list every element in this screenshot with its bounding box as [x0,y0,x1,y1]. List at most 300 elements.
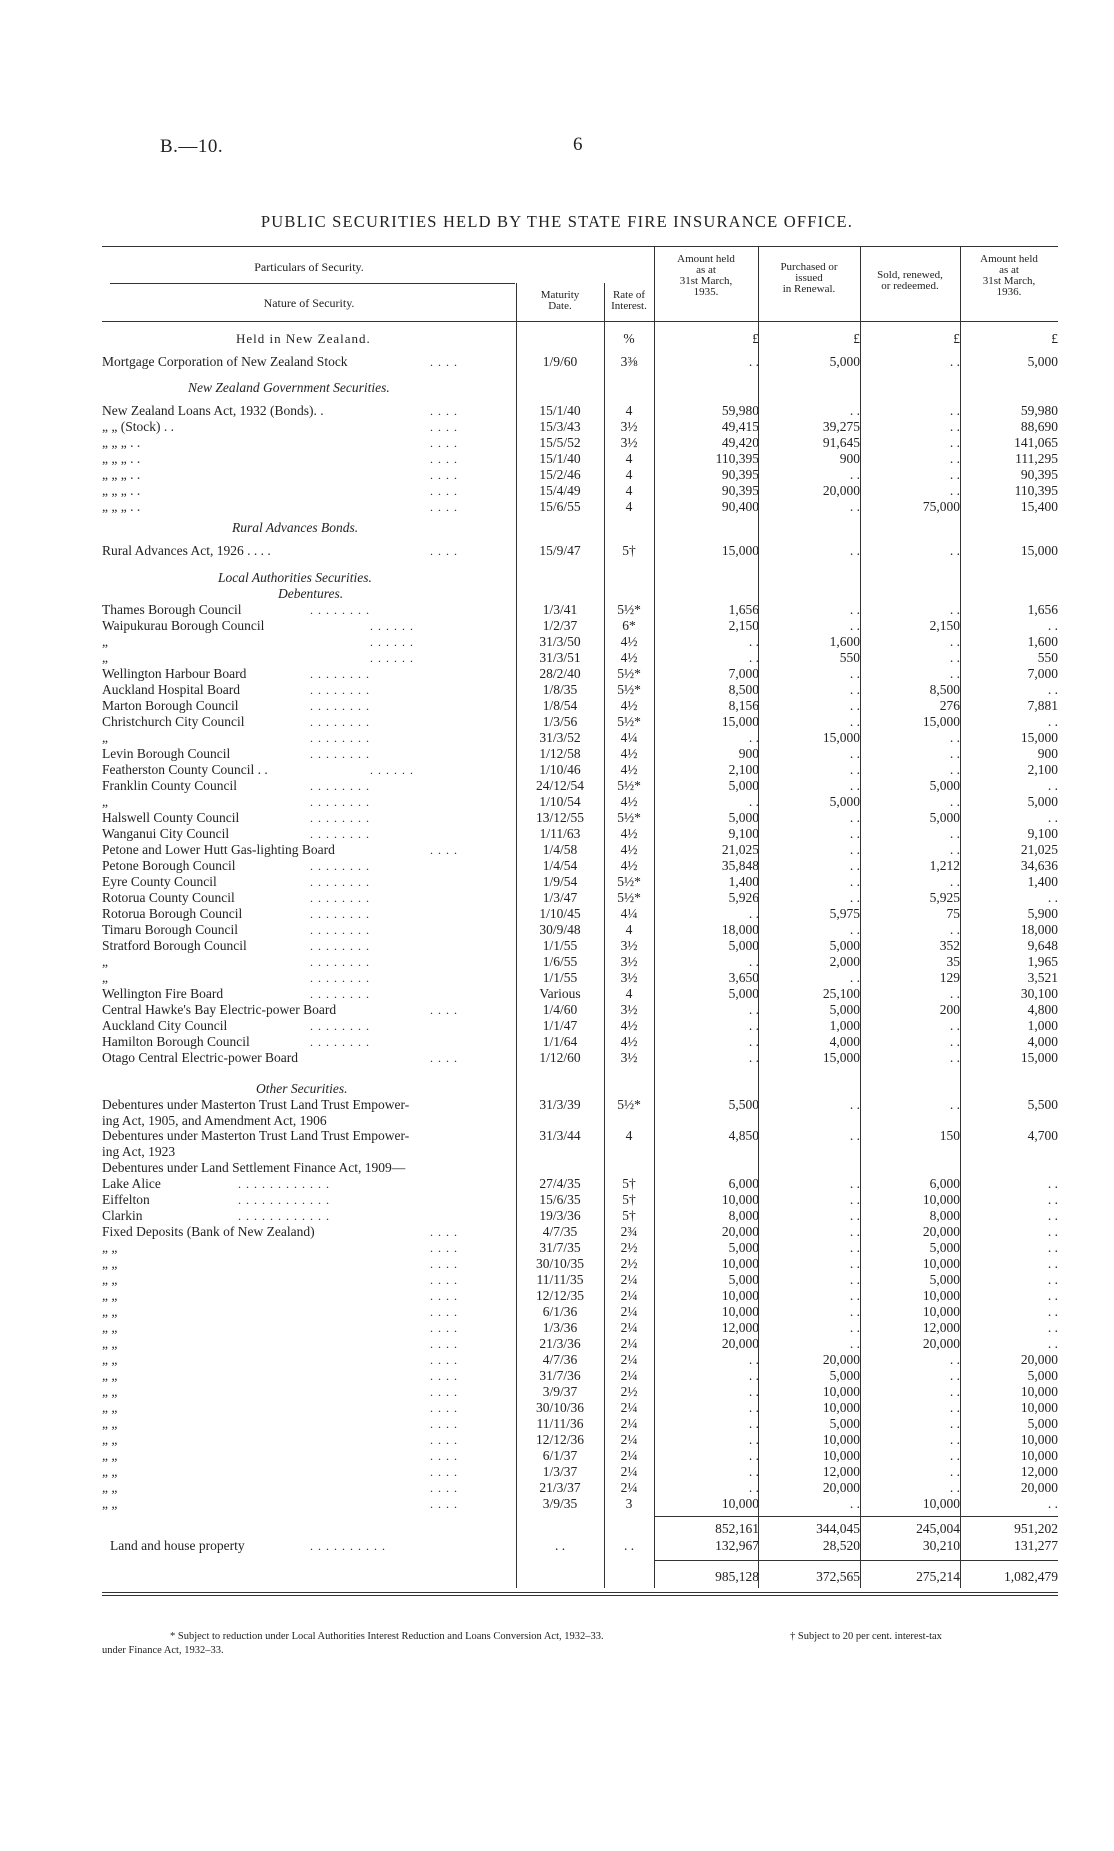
security-name: Wellington Harbour Board [102,666,247,681]
dot-leader: . . . . . . . . [310,971,370,985]
sold-amount: . . [949,1416,960,1431]
amount-held-1935: . . [748,954,759,969]
maturity-date: 15/1/40 [539,451,581,466]
amount-held-1936: 900 [1037,746,1058,761]
table-row [0,714,1114,730]
amount-held-1935: . . [748,1432,759,1447]
security-name: „ „ „ . . [102,451,141,466]
c4-unit: £ [1051,331,1058,346]
security-name: Franklin County Council [102,778,237,793]
sold-amount: . . [949,403,960,418]
table-row [0,922,1114,938]
amount-held-1935: 15,000 [721,543,759,558]
purchased-amount: . . [849,1256,860,1271]
maturity-date: 4/7/35 [542,1224,578,1239]
section-nz-government: New Zealand Government Securities. [188,380,390,395]
maturity-date: 1/3/47 [542,890,578,905]
sold-amount: . . [949,1368,960,1383]
dot-leader: . . . . . . . . [310,747,370,761]
amount-held-1936: . . [1047,1336,1058,1351]
sold-amount: 200 [939,1002,960,1017]
amount-held-1935: . . [748,1400,759,1415]
section-debentures: Debentures. [278,586,344,601]
security-name: Debentures under Masterton Trust Land Trust Empower- [102,1128,410,1143]
interest-rate: 4 [625,451,633,466]
table-top-rule [102,246,1058,247]
maturity-date: 1/8/54 [542,698,578,713]
section-rural-advances: Rural Advances Bonds. [232,520,359,535]
interest-rate: 6* [622,618,636,633]
amount-held-1935: 10,000 [721,1256,759,1271]
maturity-date: 1/12/58 [539,746,581,761]
sold-amount: 5,000 [929,1240,960,1255]
table-row [0,483,1114,499]
amount-held-1935: 21,025 [721,842,759,857]
table-row [0,1208,1114,1224]
security-name: ing Act, 1905, and Amendment Act, 1906 [102,1113,327,1128]
interest-rate: 5½* [617,810,641,825]
amount-held-1935: 3,650 [728,970,759,985]
sold-amount: . . [949,1432,960,1447]
table-row [0,543,1114,559]
amount-held-1936: 5,000 [1027,1416,1058,1431]
amount-held-1936: 3,521 [1027,970,1058,985]
subtotal-row [0,1521,1114,1537]
amount-held-1935: 5,000 [728,810,759,825]
maturity-date: 31/3/50 [539,634,581,649]
maturity-date: 11/11/36 [536,1416,584,1431]
sold-amount: 15,000 [922,714,960,729]
security-name: Thames Borough Council [102,602,242,617]
maturity-date: 1/1/55 [542,970,578,985]
table-row [0,1464,1114,1480]
purchased-amount: . . [849,874,860,889]
dot-leader: . . . . . . . . [310,715,370,729]
header-bottom-rule [102,321,1058,322]
header-held-1935: Amount held as at 31st March, 1935. [677,253,735,298]
interest-rate: 3½ [620,954,638,969]
sold-amount: . . [949,1352,960,1367]
maturity-date: 11/11/35 [536,1272,584,1287]
maturity-date: 30/9/48 [539,922,581,937]
amount-held-1936: 30,100 [1020,986,1058,1001]
amount-held-1936: 15,400 [1020,499,1058,514]
dot-leader: . . . . . . . . . . . . [238,1177,330,1191]
security-name: Central Hawke's Bay Electric-power Board [102,1002,337,1017]
table-row [0,634,1114,650]
rate-unit: % [623,331,635,346]
amount-held-1935: . . [748,650,759,665]
header-particulars: Particulars of Security. [254,260,364,274]
interest-rate: 5½* [617,890,641,905]
purchased-amount: . . [849,666,860,681]
security-name: Petone Borough Council [102,858,236,873]
land-leader: . . . . . . . . . . [310,1539,386,1553]
land-row [0,1538,1114,1554]
security-name: Clarkin [102,1208,143,1223]
amount-held-1936: 550 [1037,650,1058,665]
table-row [0,499,1114,515]
security-name: Debentures under Masterton Trust Land Trust Empower- [102,1097,410,1112]
security-name: „ „ (Stock) . . [102,419,174,434]
amount-held-1935: . . [748,906,759,921]
table-row [0,1018,1114,1034]
interest-rate: 2¼ [620,1336,638,1351]
security-name: „ „ [102,1384,118,1399]
maturity-date: 1/10/45 [539,906,581,921]
table-row [0,1416,1114,1432]
maturity-date: 3/9/35 [542,1496,578,1511]
maturity-date: 31/7/35 [539,1240,581,1255]
purchased-amount: 12,000 [822,1464,860,1479]
table-row [0,746,1114,762]
interest-rate: 4 [625,499,633,514]
maturity-date: 1/9/54 [542,874,578,889]
table-row [0,1384,1114,1400]
purchased-amount: . . [849,1208,860,1223]
maturity-date: 30/10/35 [535,1256,584,1271]
dot-leader: . . . . [430,1003,458,1017]
table-row [0,419,1114,435]
security-name: „ „ [102,1256,118,1271]
header-rate: Rate of Interest. [611,289,647,312]
purchased-amount: . . [849,714,860,729]
dot-leader: . . . . . . . . [310,907,370,921]
maturity-date: 28/2/40 [539,666,581,681]
table-row [0,618,1114,634]
security-name: ing Act, 1923 [102,1144,176,1159]
section-local-authorities: Local Authorities Securities. [218,570,372,585]
amount-held-1936: 20,000 [1020,1480,1058,1495]
amount-held-1935: 2,100 [728,762,759,777]
maturity-date: 1/1/47 [542,1018,578,1033]
purchased-amount: . . [849,1097,860,1112]
amount-held-1936: 12,000 [1020,1464,1058,1479]
sold-amount: . . [949,1050,960,1065]
maturity-date: 1/9/60 [542,354,578,369]
sold-amount: 5,000 [929,778,960,793]
amount-held-1936: . . [1047,1256,1058,1271]
amount-held-1936: . . [1047,682,1058,697]
purchased-amount: 4,000 [829,1034,860,1049]
security-name: „ [102,794,108,809]
dot-leader: . . . . [430,1481,458,1495]
sold-amount: 10,000 [922,1288,960,1303]
amount-held-1935: 49,420 [721,435,759,450]
interest-rate: 4½ [620,858,638,873]
amount-held-1936: 21,025 [1020,842,1058,857]
maturity-date: 12/12/35 [535,1288,584,1303]
units-row [0,331,1114,347]
amount-held-1936: 1,000 [1027,1018,1058,1033]
table-bottom-rule-2 [102,1595,1058,1596]
dot-leader: . . . . [430,436,458,450]
land-c1: 132,967 [715,1538,759,1553]
amount-held-1935: 9,100 [728,826,759,841]
maturity-date: 31/3/44 [539,1128,581,1143]
interest-rate: 2¼ [620,1272,638,1287]
table-row [0,1160,1114,1176]
security-name: Levin Borough Council [102,746,231,761]
sold-amount: 10,000 [922,1304,960,1319]
purchased-amount: 5,000 [829,354,860,369]
amount-held-1935: 90,400 [721,499,759,514]
sold-amount: . . [949,730,960,745]
amount-held-1935: 49,415 [721,419,759,434]
sold-amount: . . [949,986,960,1001]
table-row [0,451,1114,467]
amount-held-1935: 90,395 [721,467,759,482]
dot-leader: . . . . . . [370,763,414,777]
maturity-date: 3/9/37 [542,1384,578,1399]
maturity-date: 1/8/35 [542,682,578,697]
amount-held-1935: . . [748,1448,759,1463]
sold-amount: 8,500 [929,682,960,697]
table-row [0,858,1114,874]
security-name: Eyre County Council [102,874,217,889]
amount-held-1935: . . [748,794,759,809]
dot-leader: . . . . [430,1401,458,1415]
amount-held-1936: 5,500 [1027,1097,1058,1112]
footnote-star-continued: under Finance Act, 1932–33. [102,1645,224,1656]
amount-held-1936: 88,690 [1020,419,1058,434]
security-name: „ „ [102,1240,118,1255]
sold-amount: . . [949,874,960,889]
maturity-date: Various [539,986,581,1001]
maturity-date: 12/12/36 [535,1432,584,1447]
amount-held-1936: 15,000 [1020,1050,1058,1065]
amount-held-1936: 7,000 [1027,666,1058,681]
purchased-amount: . . [849,682,860,697]
maturity-date: 21/3/36 [539,1336,581,1351]
land-c4: 131,277 [1014,1538,1058,1553]
sold-amount: . . [949,1034,960,1049]
interest-rate: 3½ [620,1050,638,1065]
purchased-amount: 1,000 [829,1018,860,1033]
interest-rate: 5½* [617,874,641,889]
interest-rate: 4½ [620,1018,638,1033]
amount-held-1935: 1,400 [728,874,759,889]
interest-rate: 5½* [617,1097,641,1112]
section-other-securities: Other Securities. [256,1081,348,1096]
dot-leader: . . . . . . . . [310,955,370,969]
sold-amount: 2,150 [929,618,960,633]
page-title: PUBLIC SECURITIES HELD BY THE STATE FIRE INSURANCE OFFICE. [260,212,854,231]
maturity-date: 31/7/36 [539,1368,581,1383]
security-name: „ [102,634,108,649]
table-row [0,1368,1114,1384]
dot-leader: . . . . [430,355,458,369]
table-row [0,435,1114,451]
purchased-amount: . . [849,890,860,905]
total-rule [654,1560,1058,1561]
sold-amount: . . [949,666,960,681]
amount-held-1935: . . [748,1416,759,1431]
table-row [0,1144,1114,1160]
maturity-date: 15/9/47 [539,543,581,558]
amount-held-1936: . . [1047,1192,1058,1207]
purchased-amount: . . [849,1336,860,1351]
amount-held-1936: 1,400 [1027,874,1058,889]
dot-leader: . . . . [430,1273,458,1287]
purchased-amount: . . [849,602,860,617]
dot-leader: . . . . [430,468,458,482]
subtotal-c2: 344,045 [816,1521,860,1536]
table-row [0,762,1114,778]
amount-held-1936: 4,800 [1027,1002,1058,1017]
maturity-date: 30/10/36 [535,1400,584,1415]
dot-leader: . . . . . . . . [310,699,370,713]
interest-rate: 3½ [620,1002,638,1017]
amount-held-1935: 35,848 [721,858,759,873]
table-row [0,1336,1114,1352]
sold-amount: 5,000 [929,810,960,825]
amount-held-1935: 59,980 [721,403,759,418]
amount-held-1935: 8,156 [728,698,759,713]
sold-amount: . . [949,354,960,369]
purchased-amount: . . [849,1128,860,1143]
amount-held-1936: . . [1047,778,1058,793]
security-name: „ „ [102,1480,118,1495]
dot-leader: . . . . . . . . [310,779,370,793]
amount-held-1935: 5,500 [728,1097,759,1112]
table-row [0,682,1114,698]
purchased-amount: 15,000 [822,1050,860,1065]
subtotal-c4: 951,202 [1014,1521,1058,1536]
table-row [0,970,1114,986]
security-name: Wellington Fire Board [102,986,224,1001]
land-c2: 28,520 [822,1538,860,1553]
purchased-amount: 10,000 [822,1448,860,1463]
sold-amount: . . [949,922,960,937]
maturity-date: 27/4/35 [539,1176,581,1191]
interest-rate: 5½* [617,682,641,697]
amount-held-1936: . . [1047,714,1058,729]
sold-amount: . . [949,451,960,466]
interest-rate: 4½ [620,746,638,761]
maturity-date: 1/4/60 [542,1002,578,1017]
security-name: Petone and Lower Hutt Gas-lighting Board [102,842,335,857]
sold-amount: 1,212 [929,858,960,873]
interest-rate: 4½ [620,794,638,809]
maturity-date: 1/3/56 [542,714,578,729]
table-row [0,666,1114,682]
interest-rate: 5½* [617,778,641,793]
amount-held-1935: . . [748,1002,759,1017]
table-row [0,938,1114,954]
sold-amount: 20,000 [922,1224,960,1239]
dot-leader: . . . . . . [370,635,414,649]
dot-leader: . . . . . . . . [310,827,370,841]
amount-held-1935: 10,000 [721,1192,759,1207]
security-name: „ „ „ . . [102,499,141,514]
amount-held-1935: 20,000 [721,1336,759,1351]
purchased-amount: 5,000 [829,1416,860,1431]
purchased-amount: . . [849,1176,860,1191]
purchased-amount: 25,100 [822,986,860,1001]
table-row [0,1224,1114,1240]
dot-leader: . . . . . . . . [310,923,370,937]
interest-rate: 5½* [617,666,641,681]
dot-leader: . . . . [430,1449,458,1463]
interest-rate: 4½ [620,762,638,777]
purchased-amount: 1,600 [829,634,860,649]
security-name: „ [102,730,108,745]
amount-held-1936: 5,000 [1027,354,1058,369]
sold-amount: 276 [939,698,960,713]
interest-rate: 2¼ [620,1368,638,1383]
table-row [0,954,1114,970]
land-c3: 30,210 [922,1538,960,1553]
interest-rate: 3½ [620,435,638,450]
amount-held-1935: 6,000 [728,1176,759,1191]
interest-rate: 2¼ [620,1400,638,1415]
amount-held-1935: 4,850 [728,1128,759,1143]
amount-held-1936: 110,395 [1014,483,1058,498]
maturity-date: 1/3/36 [542,1320,578,1335]
table-row [0,810,1114,826]
table-row [0,874,1114,890]
amount-held-1936: . . [1047,890,1058,905]
purchased-amount: 5,000 [829,938,860,953]
amount-held-1936: 1,656 [1027,602,1058,617]
security-name: Hamilton Borough Council [102,1034,250,1049]
interest-rate: 2¼ [620,1288,638,1303]
maturity-date: 1/3/41 [542,602,578,617]
amount-held-1936: . . [1047,1496,1058,1511]
security-name: „ [102,650,108,665]
dot-leader: . . . . [430,1321,458,1335]
dot-leader: . . . . [430,452,458,466]
table-row [0,1304,1114,1320]
dot-leader: . . . . . . . . [310,795,370,809]
sold-amount: 5,000 [929,1272,960,1287]
table-row [0,1192,1114,1208]
amount-held-1935: . . [748,1368,759,1383]
sold-amount: 150 [939,1128,960,1143]
amount-held-1936: 9,100 [1027,826,1058,841]
maturity-date: 15/6/35 [539,1192,581,1207]
subtotal-c1: 852,161 [715,1521,759,1536]
table-row [0,1097,1114,1113]
sold-amount: 8,000 [929,1208,960,1223]
amount-held-1935: . . [748,1018,759,1033]
interest-rate: 4¼ [620,730,638,745]
document-reference: B.—10. [160,136,224,157]
purchased-amount: . . [849,1320,860,1335]
purchased-amount: 900 [839,451,860,466]
dot-leader: . . . . [430,484,458,498]
security-name: „ „ [102,1368,118,1383]
total-c1: 985,128 [715,1569,759,1584]
dot-leader: . . . . [430,1337,458,1351]
amount-held-1935: 5,000 [728,1240,759,1255]
dot-leader: . . . . . . . . [310,875,370,889]
dot-leader: . . . . . . . . [310,1035,370,1049]
header-purchased: Purchased or issued in Renewal. [780,261,838,295]
interest-rate: 4½ [620,650,638,665]
purchased-amount: . . [849,810,860,825]
maturity-date: 19/3/36 [539,1208,581,1223]
interest-rate: 3 [625,1496,633,1511]
security-name: Lake Alice [102,1176,161,1191]
purchased-amount: . . [849,1192,860,1207]
purchased-amount: 5,000 [829,794,860,809]
security-name: Auckland City Council [102,1018,228,1033]
dot-leader: . . . . . . [370,619,414,633]
maturity-date: 21/3/37 [539,1480,581,1495]
sold-amount: . . [949,826,960,841]
